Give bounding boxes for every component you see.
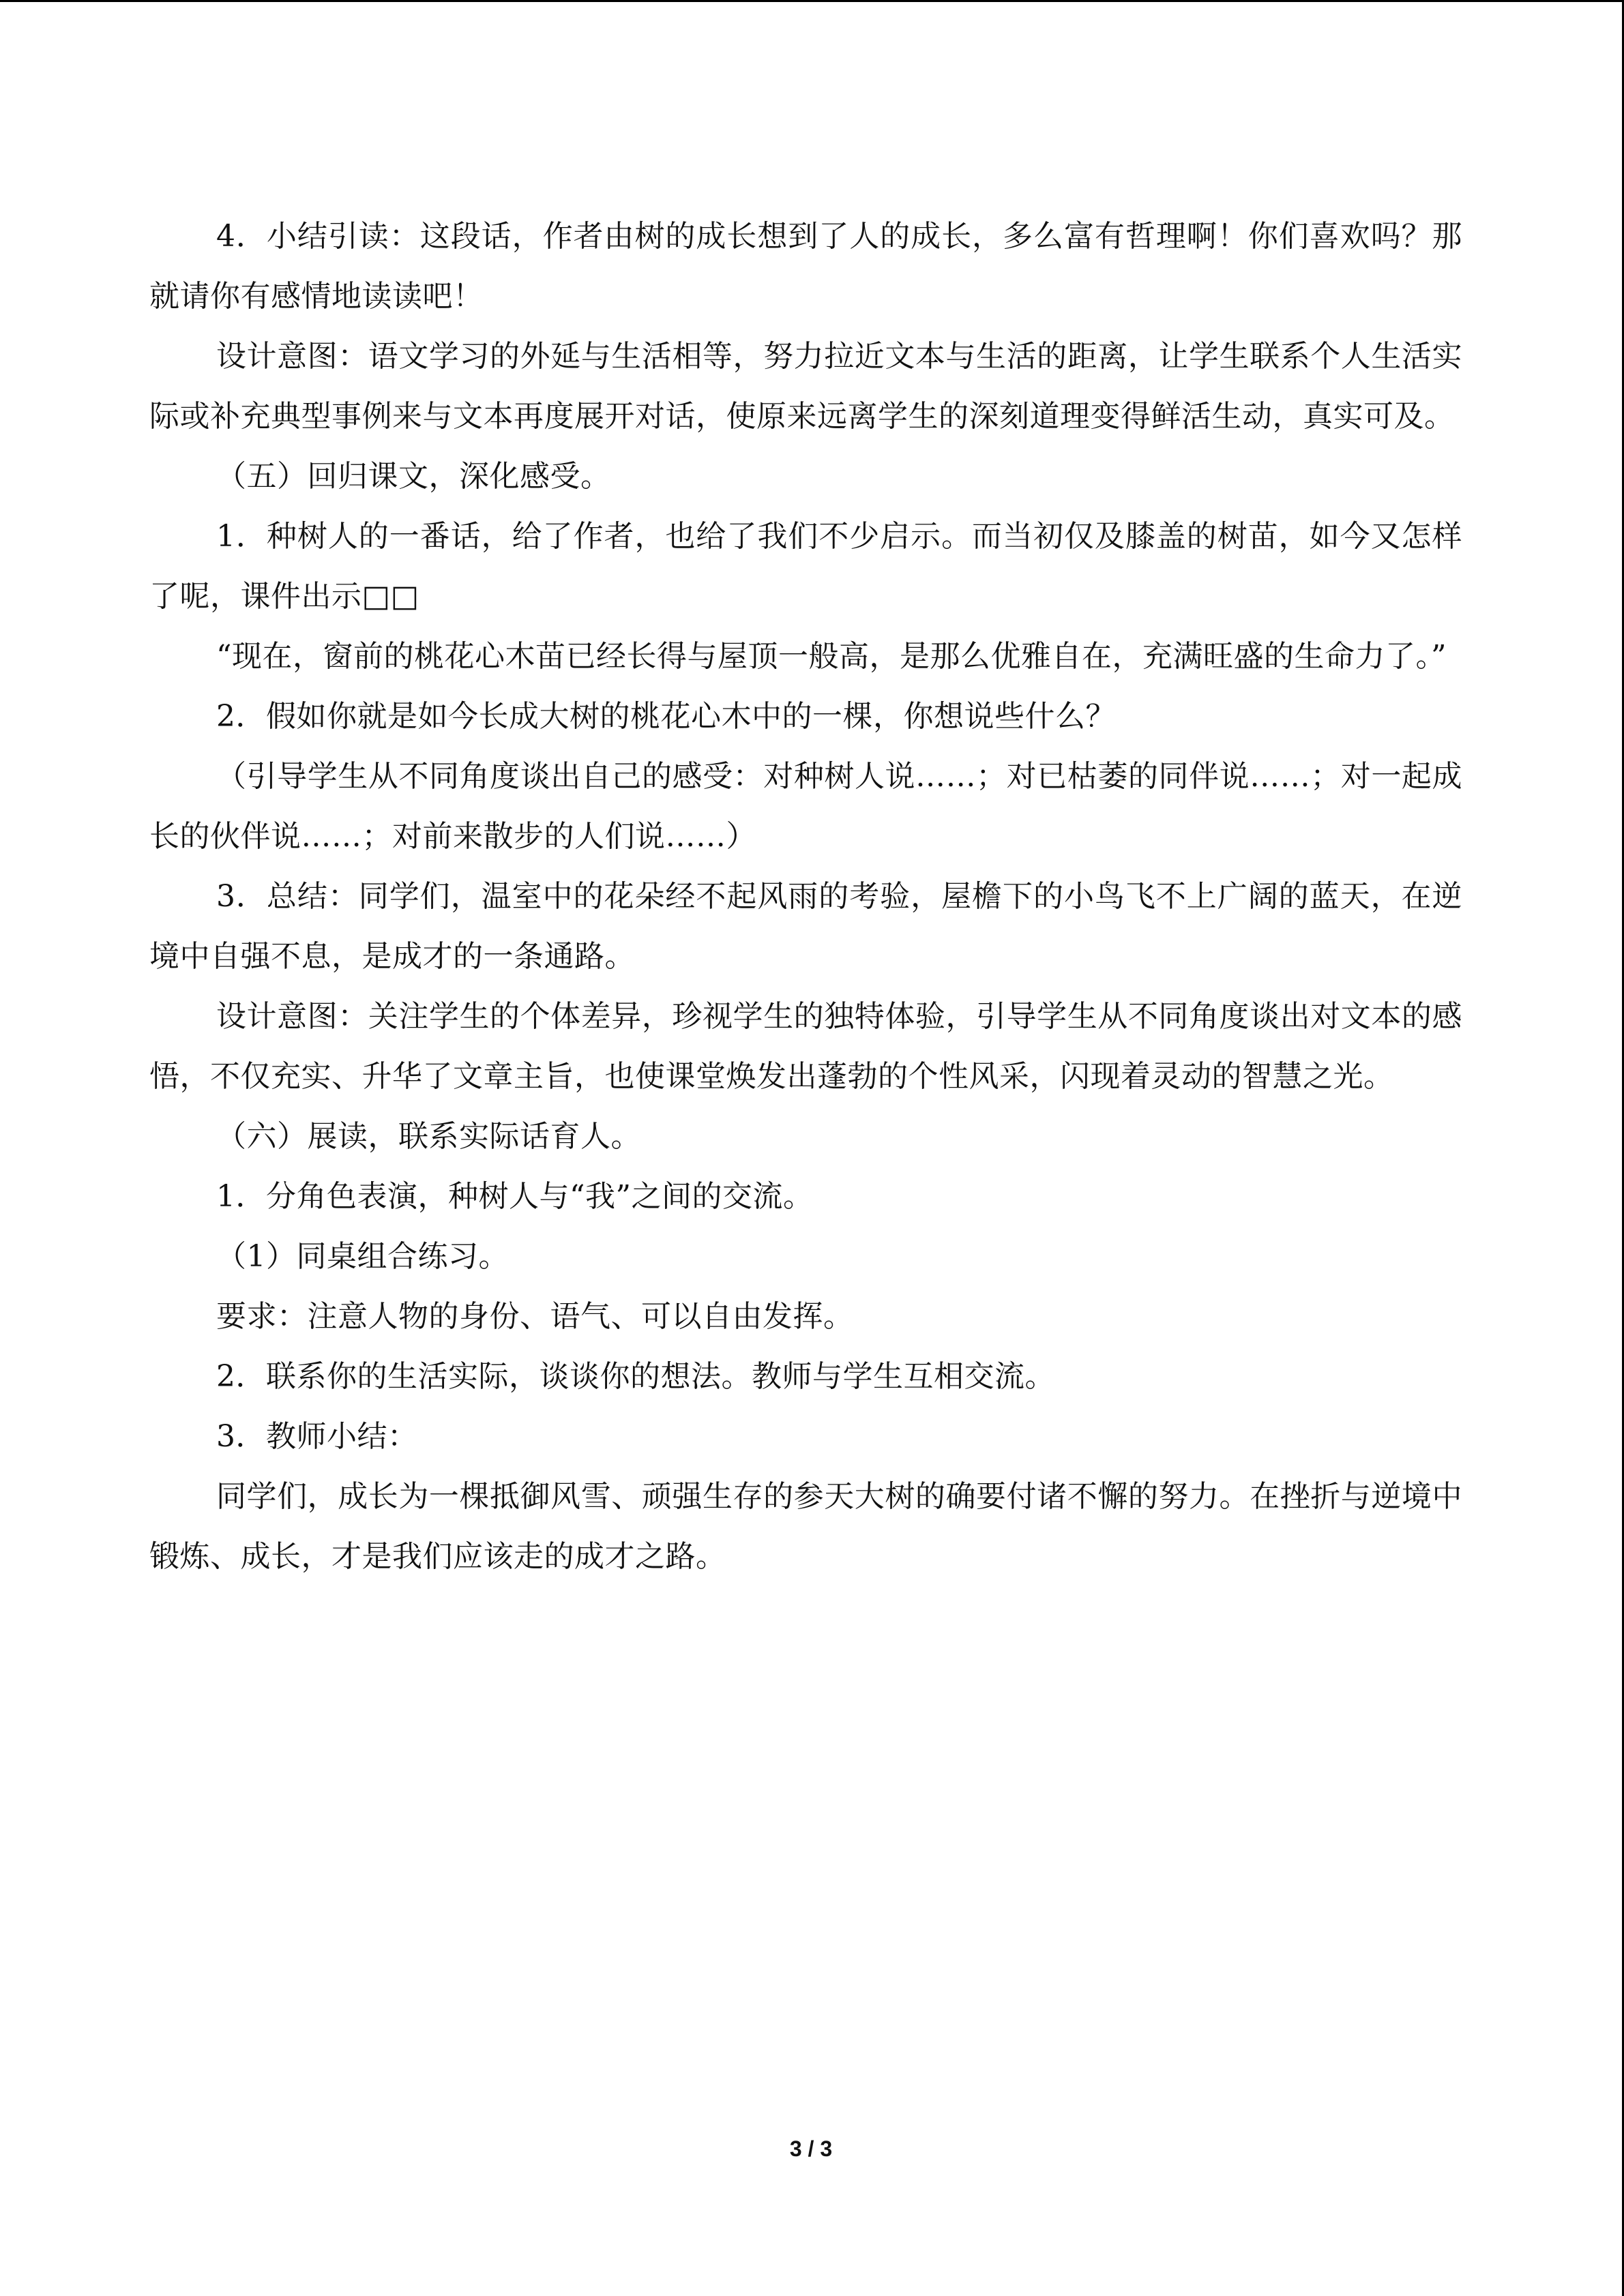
paragraph: （引导学生从不同角度谈出自己的感受：对种树人说……；对已枯萎的同伴说……；对一起成长的伙伴说……；对前来散步的人们说……） [149, 759, 1462, 854]
paragraph: （1）同桌组合练习。 [216, 1239, 509, 1274]
paragraph: 2．联系你的生活实际，谈谈你的想法。教师与学生互相交流。 [216, 1359, 1055, 1394]
paragraph: 要求：注意人物的身份、语气、可以自由发挥。 [216, 1299, 854, 1334]
section-heading: （六）展读，联系实际话育人。 [216, 1119, 641, 1154]
page-number: 3 / 3 [789, 2136, 833, 2161]
section-heading: （五）回归课文，深化感受。 [216, 459, 611, 494]
paragraph: 3．教师小结： [216, 1419, 418, 1454]
paragraph: 设计意图：关注学生的个体差异，珍视学生的独特体验，引导学生从不同角度谈出对文本的感悟，不仅充实、升华了文章主旨，也使课堂焕发出蓬勃的个性风采，闪现着灵动的智慧之光。 [149, 999, 1462, 1094]
quoted-text: “现在，窗前的桃花心木苗已经长得与屋顶一般高，是那么优雅自在，充满旺盛的生命力了。” [216, 639, 1447, 674]
paragraph: 2．假如你就是如今长成大树的桃花心木中的一棵，你想说些什么？ [216, 699, 1116, 734]
paragraph: 1．分角色表演，种树人与“我”之间的交流。 [216, 1179, 814, 1214]
document-body [149, 207, 1462, 1587]
paragraph: 1．种树人的一番话，给了作者，也给了我们不少启示。而当初仅及膝盖的树苗，如今又怎样了呢，课件出示□□ [149, 519, 1462, 614]
paragraph: 4．小结引读：这段话，作者由树的成长想到了人的成长，多么富有哲理啊！你们喜欢吗？那就请你有感情地读读吧！ [149, 219, 1462, 314]
paragraph: 3．总结：同学们，温室中的花朵经不起风雨的考验，屋檐下的小鸟飞不上广阔的蓝天，在逆境中自强不息，是成才的一条通路。 [149, 879, 1462, 974]
paragraph: 设计意图：语文学习的外延与生活相等，努力拉近文本与生活的距离，让学生联系个人生活实际或补充典型事例来与文本再度展开对话，使原来远离学生的深刻道理变得鲜活生动，真实可及。 [149, 339, 1462, 434]
paragraph: 同学们，成长为一棵抵御风雪、顽强生存的参天大树的确要付诸不懈的努力。在挫折与逆境中锻炼、成长，才是我们应该走的成才之路。 [149, 1479, 1462, 1574]
